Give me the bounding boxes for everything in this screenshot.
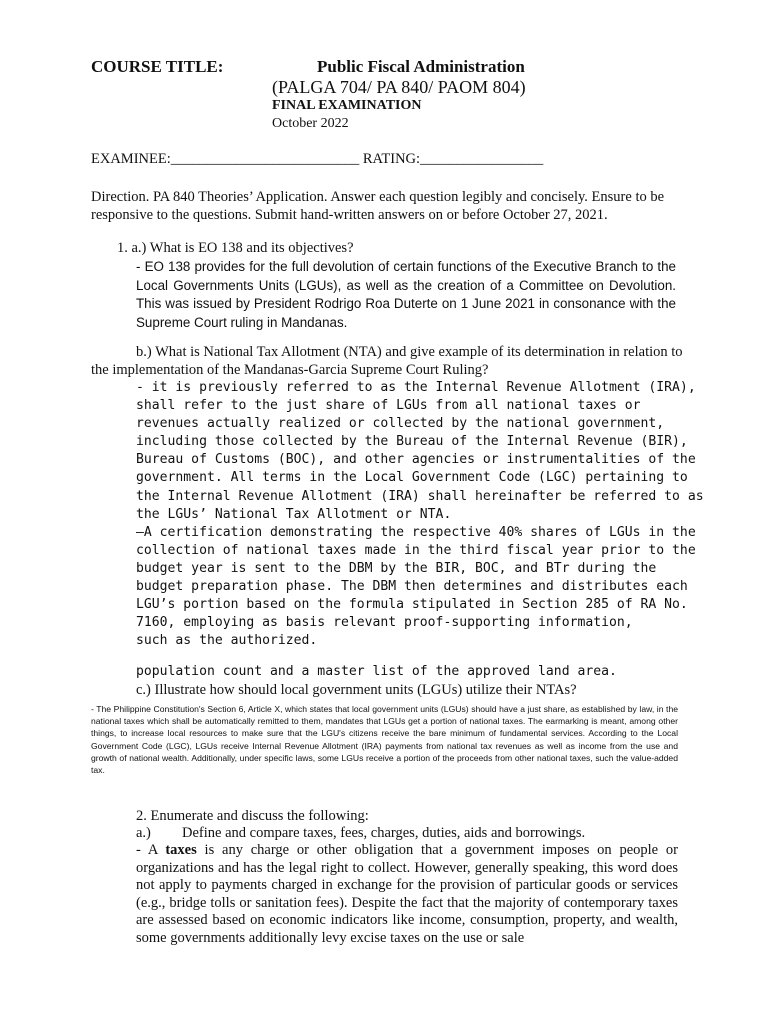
answer-1b-tail: population count and a master list of the approved land area. bbox=[136, 664, 617, 679]
answer-1c: - The Philippine Constitution's Section 6, Article X, which states that local government units (LGUs) should have a just share, as established by law, in the national taxes which shall be automatically remitted to them, mandates that LGUs get a portion of national taxes. The earmarking is meant, among other things, to increase local resources to make sure that the LGU's citizens receive the bare minimum of fundamental services. According to the Local Government Code (LGC), LGUs receive Internal Revenue Allotment (IRA) payments from national tax revenues as well as income from the use and growth of national wealth. Additionally, under specific laws, some LGUs receive a portion of the proceeds from other national taxes, such the value-added tax. bbox=[91, 704, 678, 776]
answer-1b-line: collection of national taxes made in the third fiscal year prior to the bbox=[136, 542, 696, 558]
answer-1b-line: 7160, employing as basis relevant proof-supporting information, bbox=[136, 615, 633, 631]
exam-type: FINAL EXAMINATION bbox=[272, 98, 422, 113]
question-1a: 1. a.) What is EO 138 and its objectives? bbox=[117, 240, 354, 256]
answer-1b-line: LGU’s portion based on the formula stipulated in Section 285 of RA No. bbox=[136, 597, 688, 613]
question-1c: c.) Illustrate how should local government units (LGUs) utilize their NTAs? bbox=[136, 682, 577, 698]
question-2a-text: Define and compare taxes, fees, charges, duties, aids and borrowings. bbox=[182, 825, 586, 841]
answer-1b-line: shall refer to the just share of LGUs from all national taxes or bbox=[136, 398, 641, 414]
answer-2a-prefix: - A bbox=[136, 842, 166, 858]
answer-1b-line: budget preparation phase. The DBM then determines and distributes each bbox=[136, 579, 688, 595]
exam-date: October 2022 bbox=[272, 116, 349, 131]
answer-1b-line: - it is previously referred to as the Internal Revenue Allotment (IRA), bbox=[136, 380, 696, 395]
answer-1b-line: the Internal Revenue Allotment (IRA) shall hereinafter be referred to as bbox=[136, 488, 704, 504]
answer-1b-line: such as the authorized. bbox=[136, 633, 318, 649]
course-title-label: COURSE TITLE: bbox=[91, 57, 224, 76]
answer-1b-line: Bureau of Customs (BOC), and other agencies or instrumentalities of the bbox=[136, 452, 696, 468]
question-1b: b.) What is National Tax Allotment (NTA) and give example of its determination in relation to the implementation of the Mandanas-Garcia Supreme Court Ruling? bbox=[91, 344, 683, 378]
question-2-heading: 2. Enumerate and discuss the following: bbox=[136, 808, 369, 824]
course-codes: (PALGA 704/ PA 840/ PAOM 804) bbox=[272, 77, 526, 97]
answer-2a bbox=[136, 842, 678, 947]
answer-1b-line: the LGUs’ National Tax Allotment or NTA. bbox=[136, 506, 452, 522]
examinee-rating-line: EXAMINEE:__________________________ RATING:_________________ bbox=[91, 151, 544, 167]
answer-1b-line: including those collected by the Bureau of the Internal Revenue (BIR), bbox=[136, 434, 688, 450]
question-2a-label: a.) bbox=[136, 825, 151, 841]
course-name: Public Fiscal Administration bbox=[317, 57, 525, 76]
answer-1b-line: government. All terms in the Local Government Code (LGC) pertaining to bbox=[136, 470, 688, 486]
answer-1b-line: –A certification demonstrating the respective 40% shares of LGUs in the bbox=[136, 524, 696, 540]
direction-paragraph: Direction. PA 840 Theories’ Application. Answer each question legibly and concisely. Ensure to be responsive to the questions. Submit hand-written answers on or before October 27, 2021. bbox=[91, 189, 665, 223]
answer-1b-line: budget year is sent to the DBM by the BIR, BOC, and BTr during the bbox=[136, 560, 657, 576]
answer-2a-keyword: taxes bbox=[165, 842, 197, 858]
answer-1b-line: revenues actually realized or collected by the national government, bbox=[136, 416, 665, 432]
answer-1a: - EO 138 provides for the full devolution of certain functions of the Executive Branch to the Local Governments Units (LGUs), as well as the creation of a Committee on Devolution. This was issued by President Rodrigo Roa Duterte on 1 June 2021 in consonance with the Supreme Court ruling in Mandanas. bbox=[136, 259, 676, 330]
answer-2a-body: is any charge or other obligation that a government imposes on people or organizations and has the legal right to collect. However, generally speaking, this word does not apply to payments charged in exchange for the provision of particular goods or services (e.g., bridge tolls or sanitation fees). Despite the fact that the majority of contemporary taxes are assessed based on economic indicators like income, consumption, property, and wealth, some governments additionally levy excise taxes on the use or sale bbox=[136, 842, 678, 946]
answer-1b bbox=[136, 379, 704, 650]
